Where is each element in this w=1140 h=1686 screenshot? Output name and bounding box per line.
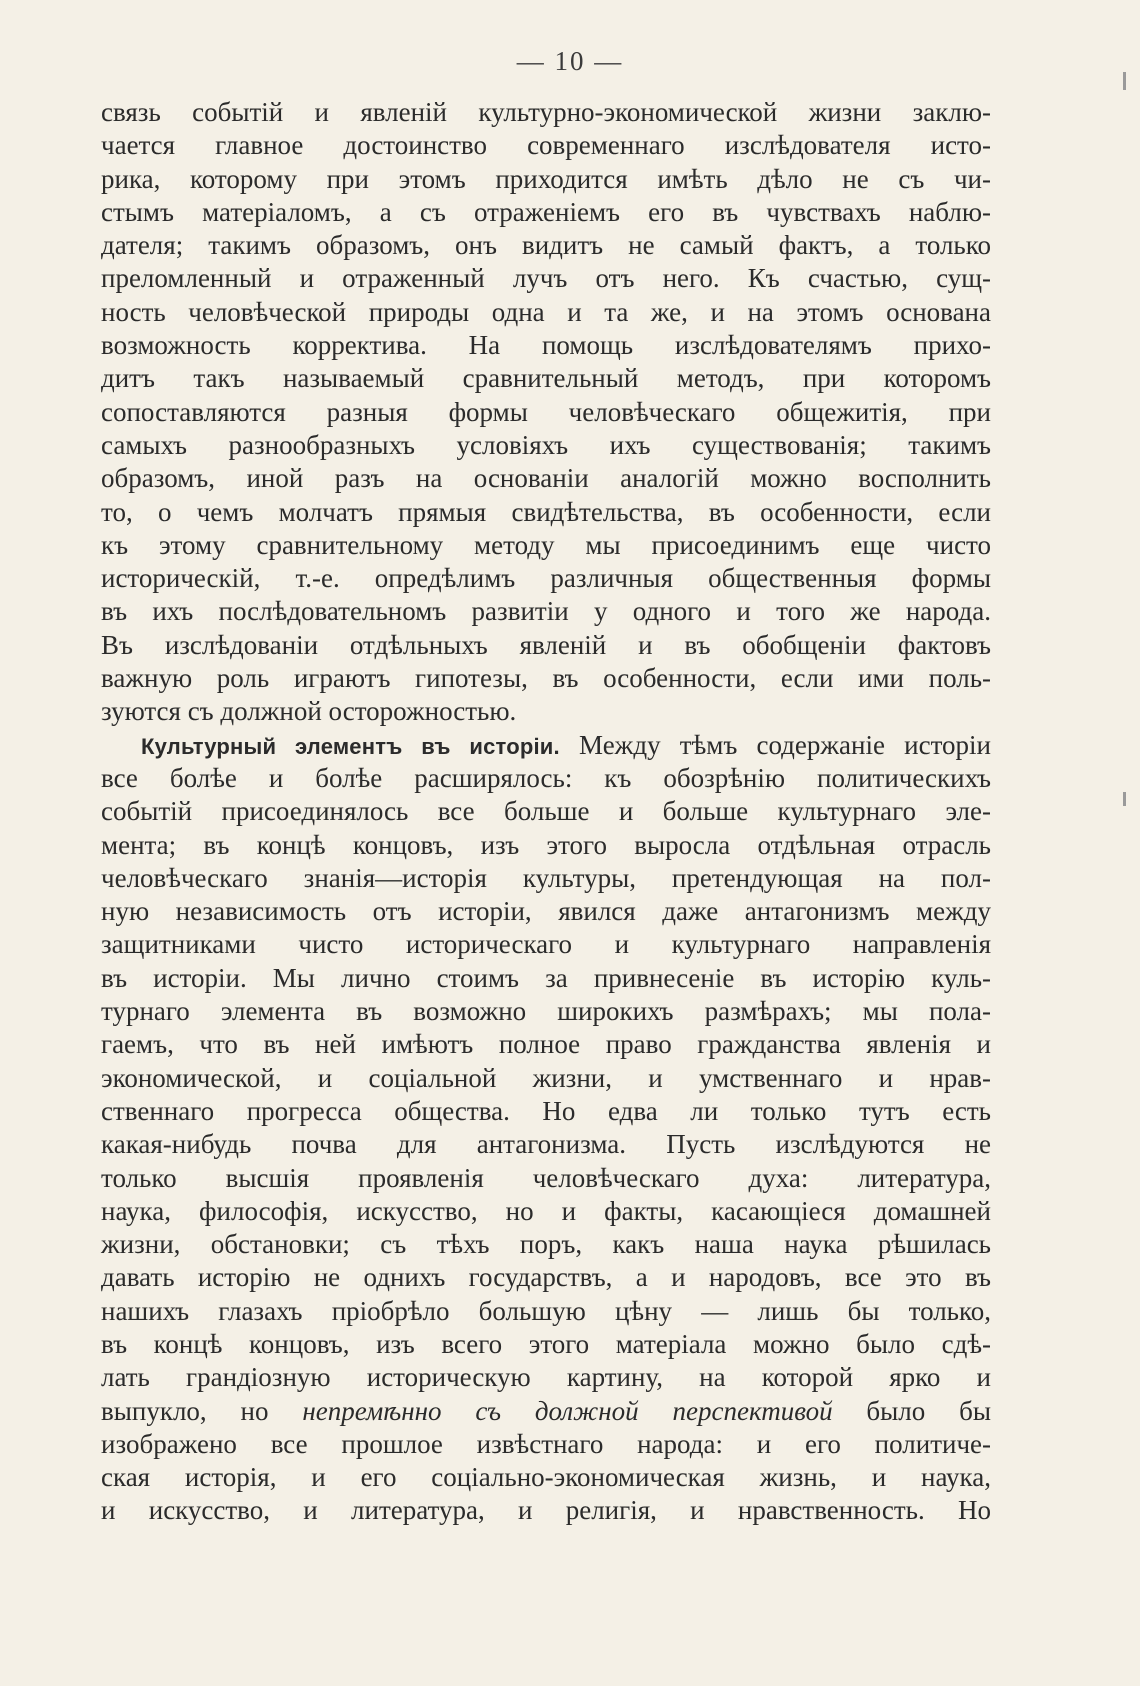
text-line: преломленный и отраженный лучъ отъ него. Къ счастью, сущ- (101, 263, 991, 294)
text-line: наука, философія, искусство, но и факты, касающіеся домашней (101, 1195, 991, 1226)
text-line: историческій, т.-е. опредѣлимъ различныя общественныя формы (101, 563, 991, 594)
text-line: защитниками чисто историческаго и культурнаго направленія (101, 929, 991, 960)
text-line: мента; въ концѣ концовъ, изъ этого выросла отдѣльная отрасль (101, 829, 991, 860)
text-line: ную независимость отъ исторіи, явился даже антагонизмъ между (101, 896, 991, 927)
text-line: дателя; такимъ образомъ, онъ видитъ не самый фактъ, а только (101, 230, 991, 261)
text-line: самыхъ разнообразныхъ условіяхъ ихъ существованія; такимъ (101, 429, 991, 460)
text-line: только высшія проявленія человѣческаго духа: литература, (101, 1162, 991, 1193)
text-line: экономической, и соціальной жизни, и умственнаго и нрав- (101, 1062, 991, 1093)
margin-mark (1123, 792, 1126, 806)
text-line: рика, которому при этомъ приходится имѣть дѣло не съ чи- (101, 163, 991, 194)
page-number: — 10 — (516, 46, 624, 76)
text-line: связь событій и явленій культурно-экономической жизни заклю- (101, 97, 991, 127)
text-line: возможность корректива. На помощь изслѣдователямъ прихо- (101, 330, 991, 361)
text-line: стымъ матеріаломъ, а съ отраженіемъ его въ чувствахъ наблю- (101, 196, 991, 227)
text-line: и искусство, и литература, и религія, и нравственность. Но (101, 1495, 991, 1526)
text-line: сопоставляются разныя формы человѣческаго общежитія, при (101, 396, 991, 427)
text-line: образомъ, иной разъ на основаніи аналогій можно восполнить (101, 463, 991, 494)
text-line: въ концѣ концовъ, изъ всего этого матеріала можно было сдѣ- (101, 1328, 991, 1359)
text-line: Въ изслѣдованіи отдѣльныхъ явленій и въ обобщеніи фактовъ (101, 629, 991, 660)
text-line: ственнаго прогресса общества. Но едва ли только тутъ есть (101, 1095, 991, 1126)
text-line: ность человѣческой природы одна и та же, и на этомъ основана (101, 296, 991, 327)
text-line: изображено все прошлое извѣстнаго народа: и его политиче- (101, 1428, 991, 1459)
text-line: дитъ такъ называемый сравнительный методъ, при которомъ (101, 363, 991, 394)
text-line: то, о чемъ молчатъ прямыя свидѣтельства, въ особенности, если (101, 496, 991, 527)
text-line: событій присоединялось все больше и больше культурнаго эле- (101, 796, 991, 827)
text-span: выпукло, но (101, 1395, 303, 1426)
text-line: чается главное достоинство современнаго изслѣдователя исто- (101, 130, 991, 161)
text-line: лать грандіозную историческую картину, на которой ярко и (101, 1362, 991, 1393)
text-line: гаемъ, что въ ней имѣютъ полное право гражданства явленія и (101, 1029, 991, 1060)
body-text (101, 96, 991, 1528)
text-line: давать исторію не однихъ государствъ, а и народовъ, все это въ (101, 1262, 991, 1293)
text-span: было бы (832, 1395, 991, 1426)
runin-heading: Культурный элементъ въ исторіи. (141, 733, 560, 759)
text-line: къ этому сравнительному методу мы присоединимъ еще чисто (101, 529, 991, 560)
text-span: Между тѣмъ содержаніе исторіи (579, 729, 991, 760)
text-line: жизни, обстановки; съ тѣхъ поръ, какъ наша наука рѣшилась (101, 1229, 991, 1260)
text-line: ская исторія, и его соціально-экономическая жизнь, и наука, (101, 1462, 991, 1493)
text-line-with-italic (101, 1395, 991, 1428)
text-line: въ исторіи. Мы лично стоимъ за привнесеніе въ исторію куль- (101, 962, 991, 993)
text-line: турнаго элемента въ возможно широкихъ размѣрахъ; мы пола- (101, 996, 991, 1027)
text-line: все болѣе и болѣе расширялось: къ обозрѣнію политическихъ (101, 762, 991, 793)
text-line: нашихъ глазахъ пріобрѣло большую цѣну — лишь бы только, (101, 1295, 991, 1326)
text-line: важную роль играютъ гипотезы, въ особенности, если ими поль- (101, 663, 991, 694)
text-line: человѣческаго знанія—исторія культуры, претендующая на пол- (101, 862, 991, 893)
text-line: какая-нибудь почва для антагонизма. Пусть изслѣдуются не (101, 1129, 991, 1160)
text-line: въ ихъ послѣдовательномъ развитіи у одного и того же народа. (101, 596, 991, 627)
italic-emphasis: непремѣнно съ должной перспективой (302, 1395, 833, 1426)
paragraph-first-line (101, 729, 991, 762)
text-line: зуются съ должной осторожностью. (101, 696, 517, 727)
